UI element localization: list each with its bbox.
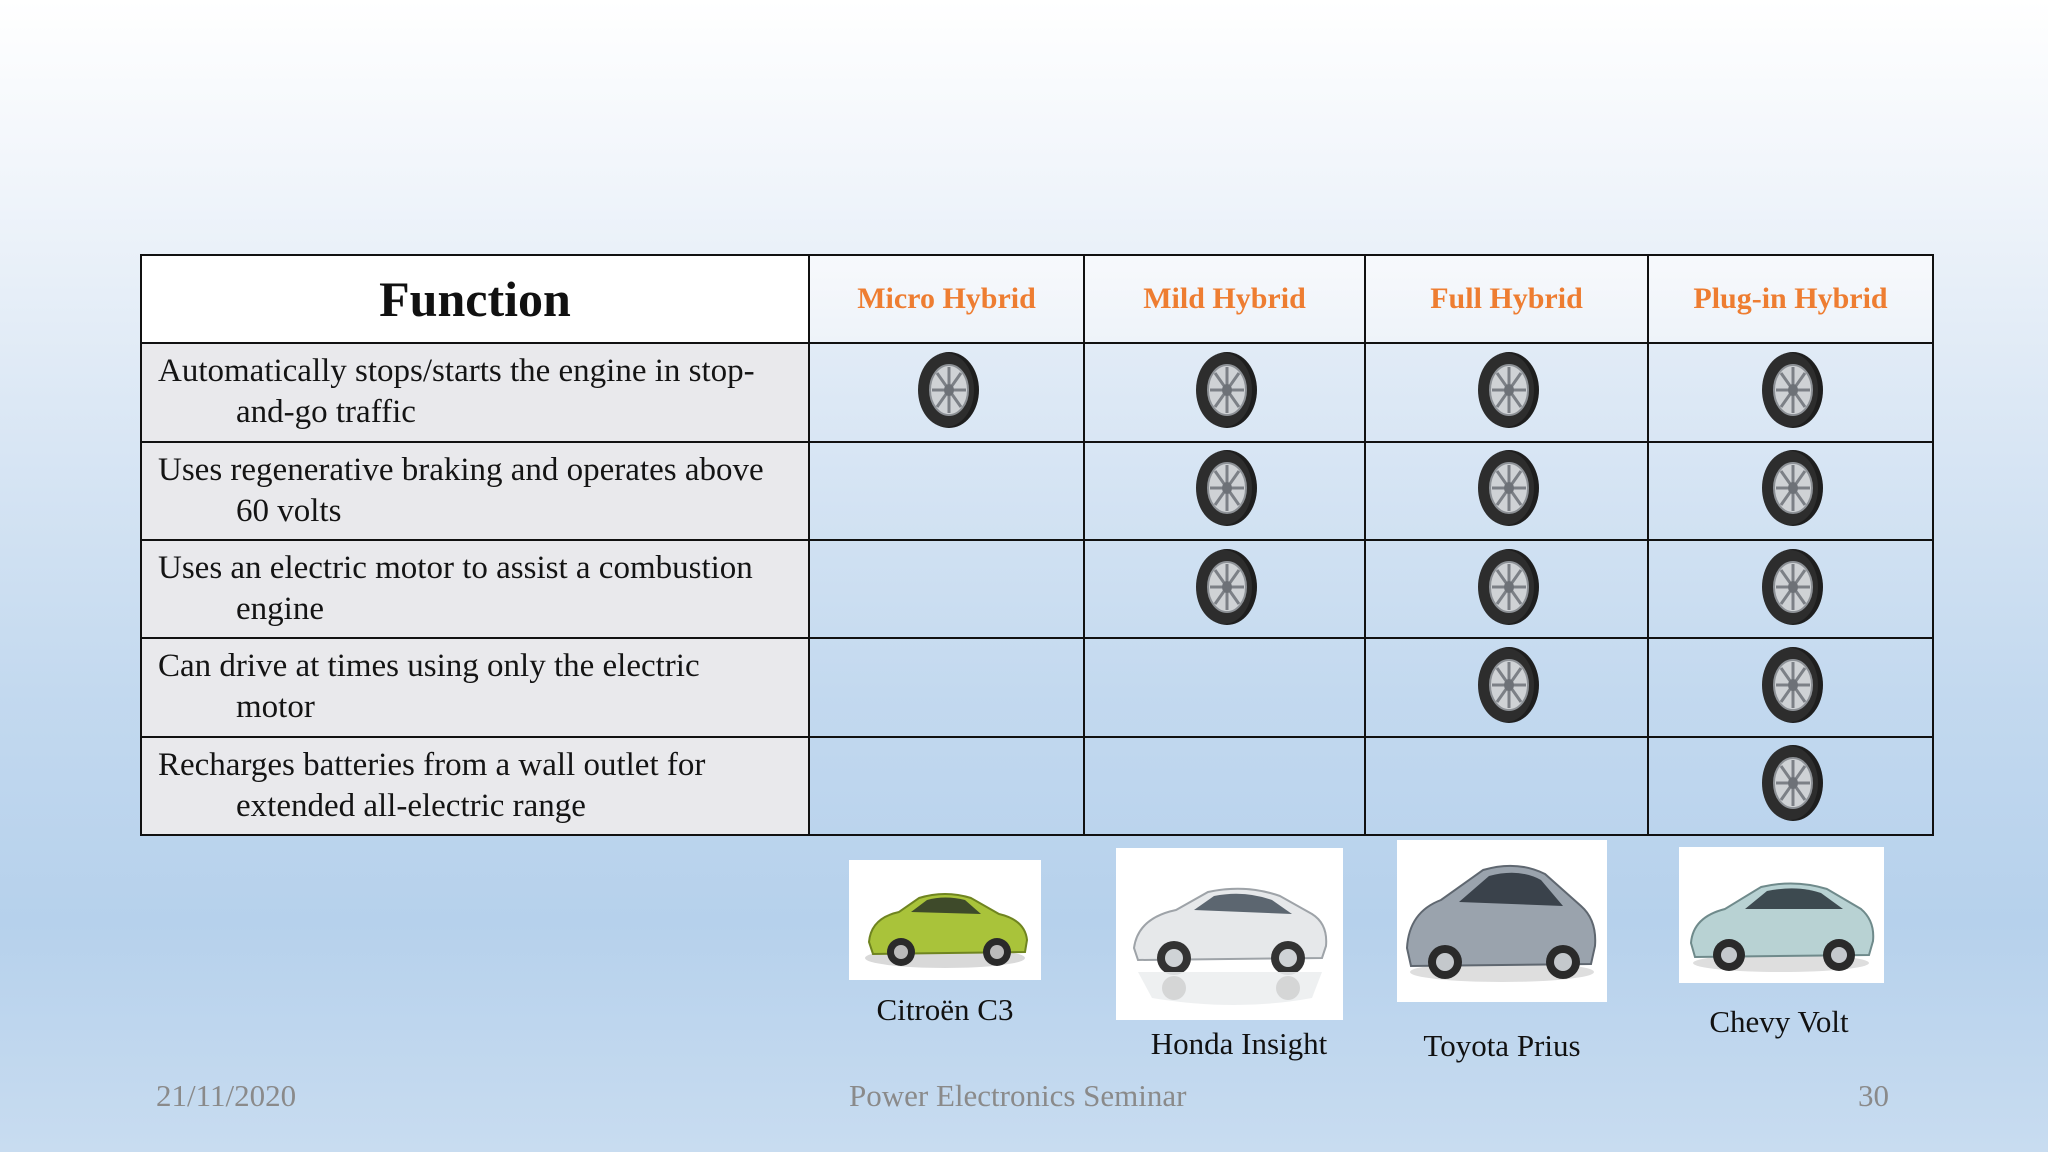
footer-page-number: 30 (1858, 1078, 1889, 1113)
tire-icon (915, 350, 979, 430)
mild-hybrid-mark-cell (1084, 638, 1365, 736)
micro-hybrid-mark-cell (809, 638, 1084, 736)
tire-icon (1475, 547, 1539, 627)
tire-icon (1475, 448, 1539, 528)
table-header-row (141, 255, 1933, 343)
tire-icon (1759, 743, 1823, 823)
full-hybrid-header: Full Hybrid (1365, 255, 1648, 343)
function-description-line: extended all-electric range (236, 787, 586, 824)
toyota-prius-image (1397, 840, 1607, 1002)
function-description-cell (141, 737, 809, 835)
mild-hybrid-header: Mild Hybrid (1084, 255, 1365, 343)
table-row (141, 343, 1933, 441)
function-description-line: and-go traffic (236, 394, 416, 431)
function-description-line: engine (236, 591, 324, 628)
full-hybrid-mark-cell (1365, 737, 1648, 835)
plugin-hybrid-mark-cell (1648, 442, 1933, 540)
tire-icon (1475, 645, 1539, 725)
plugin-hybrid-header: Plug-in Hybrid (1648, 255, 1933, 343)
tire-icon (1759, 448, 1823, 528)
function-description-line: Uses an electric motor to assist a combustion (158, 550, 753, 587)
full-hybrid-mark-cell (1365, 638, 1648, 736)
function-description-cell (141, 343, 809, 441)
function-description-cell (141, 442, 809, 540)
micro-hybrid-mark-cell (809, 442, 1084, 540)
plugin-hybrid-mark-cell (1648, 737, 1933, 835)
micro-hybrid-header: Micro Hybrid (809, 255, 1084, 343)
tire-icon (1475, 350, 1539, 430)
car-gallery (0, 840, 2048, 1070)
mild-hybrid-mark-cell (1084, 540, 1365, 638)
honda-insight-label: Honda Insight (1150, 1026, 1328, 1061)
micro-hybrid-mark-cell (809, 737, 1084, 835)
plugin-hybrid-mark-cell (1648, 540, 1933, 638)
citroen-c3-image (849, 860, 1041, 980)
function-description-line: motor (236, 689, 315, 726)
table-row (141, 442, 1933, 540)
plugin-hybrid-mark-cell (1648, 638, 1933, 736)
function-description-line: 60 volts (236, 492, 342, 529)
tire-icon (1193, 547, 1257, 627)
mild-hybrid-mark-cell (1084, 737, 1365, 835)
footer-title: Power Electronics Seminar (849, 1078, 1187, 1113)
tire-icon (1759, 547, 1823, 627)
function-description-line: Can drive at times using only the electric (158, 648, 700, 685)
footer-date: 21/11/2020 (156, 1078, 297, 1113)
chevy-volt-image (1679, 847, 1884, 983)
honda-insight-image (1116, 848, 1343, 1020)
function-description-cell (141, 638, 809, 736)
function-description-line: Uses regenerative braking and operates above (158, 451, 764, 488)
full-hybrid-mark-cell (1365, 442, 1648, 540)
function-column-header: Function (141, 255, 809, 343)
micro-hybrid-mark-cell (809, 540, 1084, 638)
table-row (141, 638, 1933, 736)
mild-hybrid-mark-cell (1084, 343, 1365, 441)
chevy-volt-label: Chevy Volt (1709, 1004, 1849, 1039)
tire-icon (1193, 448, 1257, 528)
table-row (141, 737, 1933, 835)
citroen-c3-label: Citroën C3 (876, 992, 1014, 1027)
tire-icon (1759, 350, 1823, 430)
full-hybrid-mark-cell (1365, 540, 1648, 638)
mild-hybrid-mark-cell (1084, 442, 1365, 540)
micro-hybrid-mark-cell (809, 343, 1084, 441)
tire-icon (1193, 350, 1257, 430)
function-description-cell (141, 540, 809, 638)
function-description-line: Automatically stops/starts the engine in stop- (158, 353, 755, 390)
plugin-hybrid-mark-cell (1648, 343, 1933, 441)
function-description-line: Recharges batteries from a wall outlet for (158, 746, 706, 783)
toyota-prius-label: Toyota Prius (1423, 1028, 1581, 1063)
table-row (141, 540, 1933, 638)
tire-icon (1759, 645, 1823, 725)
full-hybrid-mark-cell (1365, 343, 1648, 441)
hybrid-comparison-table (140, 254, 1934, 836)
